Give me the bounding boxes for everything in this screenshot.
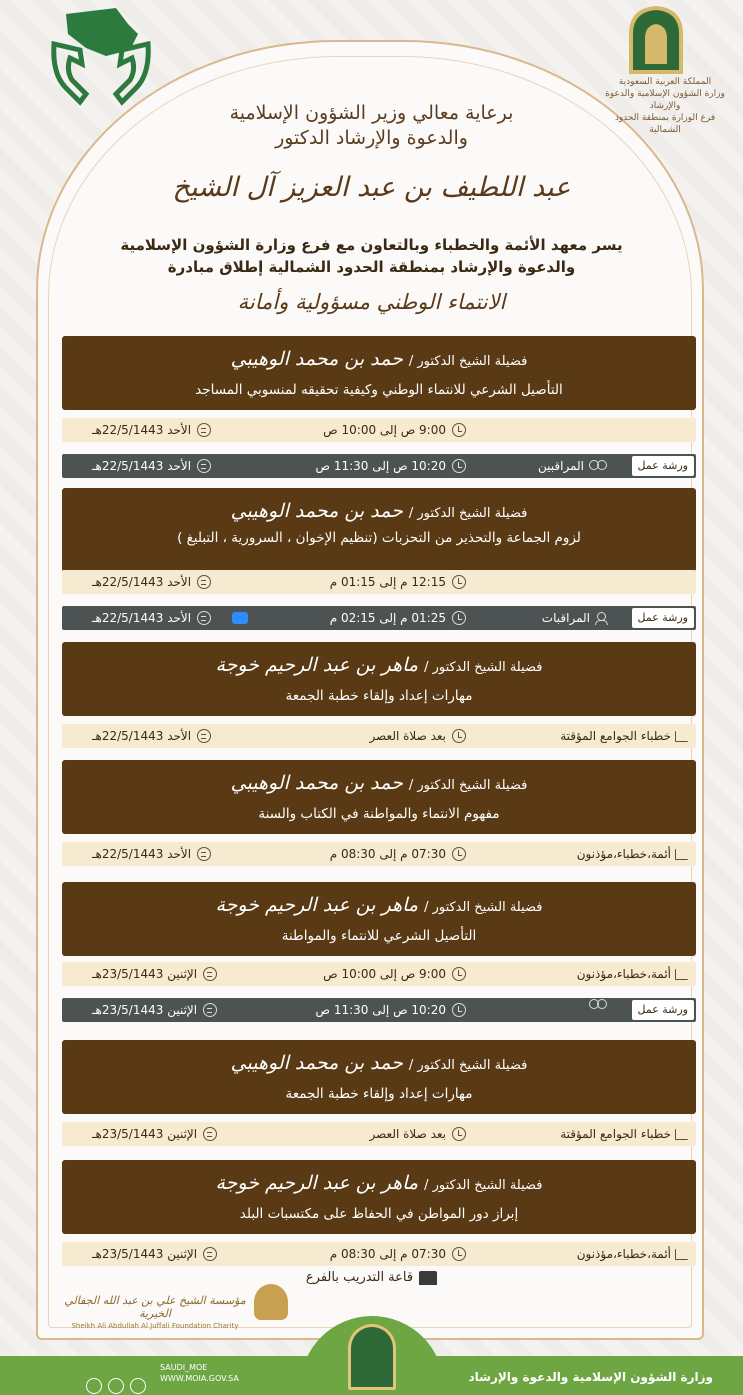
lecture-audience: أئمة،خطباء،مؤذنون [576,1247,671,1261]
speaker-name: حمد بن محمد الوهيبي [230,500,403,522]
patronage-line-2: والدعوة والإرشاد الدكتور [275,127,468,149]
twitter-icon[interactable] [86,1378,102,1394]
session-time: 07:30 م إلى 08:30 م [329,847,446,861]
calendar-icon [203,1003,217,1017]
lecture-card [62,642,696,716]
lecture-card [62,1040,696,1114]
speaker-name: ماهر بن عبد الرحيم خوجة [215,1172,419,1194]
foundation-credit [60,1294,250,1330]
session-time: بعد صلاة العصر [369,1127,446,1141]
lecture-audience: أئمة،خطباء،مؤذنون [576,967,671,981]
clock-icon [452,1003,466,1017]
session-date: الإثنين 23/5/1443هـ [92,967,198,981]
lecture-audience: خطباء الجوامع المؤقتة [560,729,671,743]
session-time: 10:20 ص إلى 11:30 ص [315,1003,446,1017]
calendar-icon [197,611,211,625]
speaker-name: ماهر بن عبد الرحيم خوجة [215,654,419,676]
clock-icon [452,729,466,743]
workshop-row [62,606,696,630]
ministry-text-line: المملكة العربية السعودية [618,77,712,87]
ministry-text-line: وزارة الشؤون الإسلامية والدعوة والإرشاد [605,89,725,111]
calendar-icon [197,729,211,743]
session-date: الإثنين 23/5/1443هـ [92,1127,198,1141]
instagram-icon[interactable] [108,1378,124,1394]
session-date: الإثنين 23/5/1443هـ [92,1003,198,1017]
lecture-topic: إبراز دور المواطن في الحفاظ على مكتسبات البلد [239,1206,519,1222]
people-icon [588,998,608,1012]
calendar-icon [203,1247,217,1261]
foundation-logo [254,1284,288,1320]
lecture-card [62,882,696,956]
pulpit-icon [675,731,688,742]
workshop-tag: ورشة عمل [632,1000,695,1020]
session-date: الأحد 22/5/1443هـ [92,847,192,861]
workshop-audience: المراقبين [538,459,584,473]
session-date: الأحد 22/5/1443هـ [92,611,192,625]
speaker-name: حمد بن محمد الوهيبي [230,1052,403,1074]
speaker-name: حمد بن محمد الوهيبي [230,772,403,794]
pulpit-icon [675,969,688,980]
calendar-icon [197,575,211,589]
lecture-info-row [62,570,696,594]
clock-icon [452,1127,466,1141]
intro-line-2: والدعوة والإرشاد بمنطقة الحدود الشمالية إطلاق مبادرة [167,258,576,276]
calendar-icon [203,1127,217,1141]
session-date: الأحد 22/5/1443هـ [92,729,192,743]
podium-icon [419,1271,437,1285]
clock-icon [452,967,466,981]
lecture-info-row [62,724,696,748]
intro-line-1: يسر معهد الأئمة والخطباء وبالتعاون مع فرع وزارة الشؤون الإسلامية [120,236,623,254]
lecture-info-row [62,1122,696,1146]
speaker-title: فضيلة الشيخ الدكتور / [424,1178,543,1193]
pulpit-icon [675,1129,688,1140]
clock-icon [452,611,466,625]
lecture-topic: مفهوم الانتماء والمواطنة في الكتاب والسنة [258,806,500,822]
lecture-info-row [62,962,696,986]
lecture-info-row [62,1242,696,1266]
session-date: الأحد 22/5/1443هـ [92,423,192,437]
session-time: 9:00 ص إلى 10:00 ص [323,967,446,981]
social-handle[interactable]: SAUDI_MOE [160,1363,208,1372]
ministry-emblem [621,4,691,74]
ministry-text-line: فرع الوزارة بمنطقة الحدود الشمالية [614,113,716,135]
lecture-audience: أئمة،خطباء،مؤذنون [576,847,671,861]
clock-icon [452,423,466,437]
website[interactable]: WWW.MOIA.GOV.SA [160,1374,239,1383]
speaker-title: فضيلة الشيخ الدكتور / [424,900,543,915]
session-date: الإثنين 23/5/1443هـ [92,1247,198,1261]
lecture-topic: مهارات إعداد وإلقاء خطبة الجمعة [285,688,473,704]
pulpit-icon [675,1249,688,1260]
speaker-title: فضيلة الشيخ الدكتور / [408,1058,528,1073]
people-icon [588,459,608,473]
session-time: 12:15 م إلى 01:15 م [329,575,446,589]
clock-icon [452,847,466,861]
clock-icon [452,459,466,473]
lecture-topic: مهارات إعداد وإلقاء خطبة الجمعة [285,1086,473,1102]
lecture-card [62,336,696,410]
session-time: 10:20 ص إلى 11:30 ص [315,459,446,473]
session-time: 01:25 م إلى 02:15 م [329,611,446,625]
workshop-tag: ورشة عمل [632,608,695,628]
facebook-icon[interactable] [130,1378,146,1394]
lecture-topic: لزوم الجماعة والتحذير من التحزبات (تنظيم الإخوان ، السرورية ، التبليغ ) [177,530,581,546]
lecture-card [62,1160,696,1234]
lecture-card [62,760,696,834]
session-date: الأحد 22/5/1443هـ [92,575,192,589]
minister-name: عبد اللطيف بن عبد العزيز آل الشيخ [172,172,571,203]
patronage-line-1: برعاية معالي وزير الشؤون الإسلامية [229,102,514,124]
initiative-title: الانتماء الوطني مسؤولية وأمانة [237,290,506,314]
lecture-audience: خطباء الجوامع المؤقتة [560,1127,671,1141]
lecture-info-row [62,418,696,442]
lecture-info-row [62,842,696,866]
speaker-title: فضيلة الشيخ الدكتور / [408,354,528,369]
footer-ministry-name: وزارة الشؤون الإسلامية والدعوة والإرشاد [468,1370,713,1384]
session-date: الأحد 22/5/1443هـ [92,459,192,473]
lecture-topic: التأصيل الشرعي للانتماء والمواطنة [281,928,477,944]
foundation-name-en: Sheikh Ali Abdullah Al Juffali Foundation Charity [71,1322,239,1330]
venue-text: قاعة التدريب بالفرع [305,1270,414,1285]
clock-icon [452,575,466,589]
footer-social [160,1362,239,1384]
pulpit-icon [675,849,688,860]
footer-ministry-emblem [348,1324,396,1390]
person-icon [594,611,608,625]
calendar-icon [197,459,211,473]
calendar-icon [197,847,211,861]
session-time: 07:30 م إلى 08:30 م [329,1247,446,1261]
workshop-audience: المراقبات [541,611,590,625]
workshop-row [62,454,696,478]
zoom-icon [232,612,248,624]
speaker-name: ماهر بن عبد الرحيم خوجة [215,894,419,916]
lecture-topic: التأصيل الشرعي للانتماء الوطني وكيفية تحقيقه لمنسوبي المساجد [195,382,563,398]
speaker-name: حمد بن محمد الوهيبي [230,348,403,370]
speaker-title: فضيلة الشيخ الدكتور / [424,660,543,675]
session-time: بعد صلاة العصر [369,729,446,743]
national-day-hands-logo [46,4,156,114]
speaker-title: فضيلة الشيخ الدكتور / [408,506,528,521]
workshop-tag: ورشة عمل [632,456,695,476]
speaker-title: فضيلة الشيخ الدكتور / [408,778,528,793]
venue [0,1270,743,1285]
foundation-name-ar: مؤسسة الشيخ علي بن عبد الله الجفالي الخيرية [64,1294,246,1320]
calendar-icon [203,967,217,981]
clock-icon [452,1247,466,1261]
workshop-row [62,998,696,1022]
lecture-card [62,488,696,572]
calendar-icon [197,423,211,437]
session-time: 9:00 ص إلى 10:00 ص [323,423,446,437]
